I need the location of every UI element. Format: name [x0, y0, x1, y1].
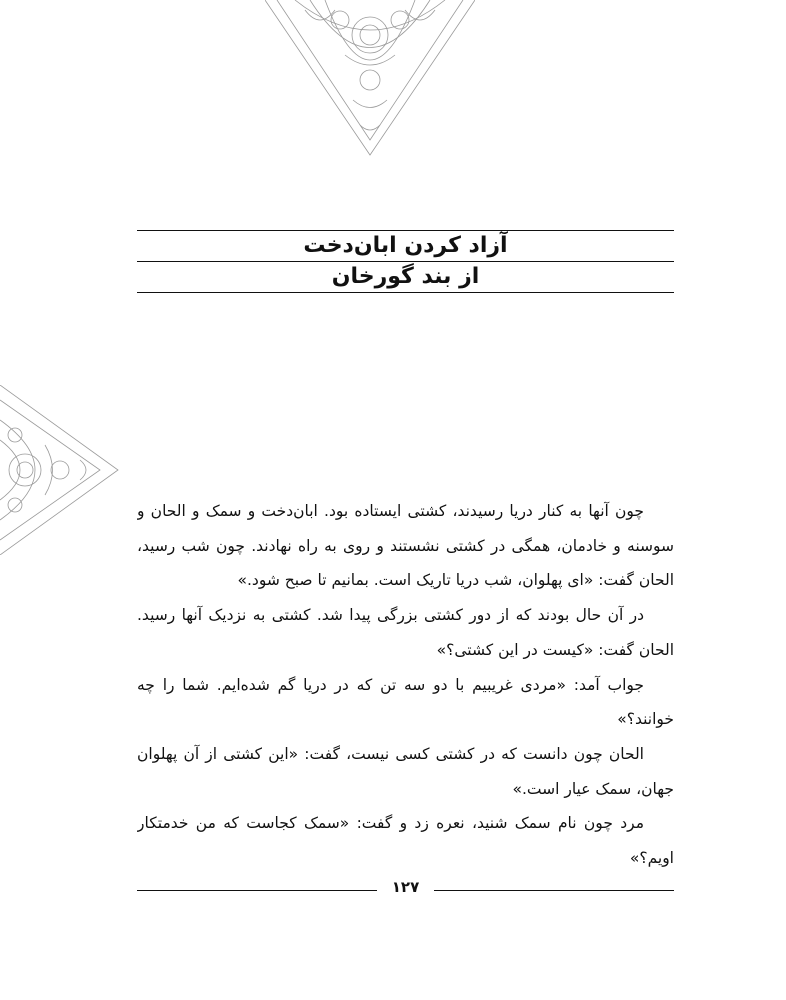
text-line: الحان چون دانست که در کشتی کسی نیست، گفت: «این کشتی از آن پهلوان [137, 744, 644, 763]
floral-ornament-top [265, 0, 475, 160]
body-text [137, 494, 674, 876]
floral-ornament-left [0, 385, 120, 555]
text-line: اویم؟» [629, 849, 674, 868]
footer-rule-left [137, 890, 377, 891]
page-footer [137, 878, 674, 902]
text-line: مرد چون نام سمک شنید، نعره زد و گفت: «سمک کجاست که من خدمتکار [137, 814, 644, 833]
text-line: جواب آمد: «مردی غریبیم با دو سه تن که در دریا گم شده‌ایم. شما را چه [137, 675, 644, 694]
text-line: جهان، سمک عیار است.» [512, 779, 674, 798]
text-line: الحان گفت: «ای پهلوان، شب دریا تاریک است. بمانیم تا صبح شود.» [237, 571, 674, 590]
text-line: الحان گفت: «کیست در این کشتی؟» [436, 640, 674, 659]
text-line: خوانند؟» [617, 710, 674, 729]
page-number: ۱۲۷ [391, 878, 420, 896]
text-line: چون آنها به کنار دریا رسیدند، کشتی ایستاده بود. ابان‌دخت و سمک و الحان و [137, 502, 644, 520]
heading-rule-bottom [137, 292, 674, 293]
footer-rule-right [434, 890, 674, 891]
text-line: سوسنه و خادمان، همگی در کشتی نشستند و روی به راه نهادند. چون شب رسید، [137, 536, 674, 555]
heading-line-1: آزاد کردن ابان‌دخت [303, 233, 508, 258]
text-line: در آن حال بودند که از دور کشتی بزرگی پیدا شد. کشتی به نزدیک آنها رسید. [137, 606, 644, 625]
heading-line-2: از بند گورخان [331, 264, 480, 289]
chapter-heading [137, 230, 674, 293]
